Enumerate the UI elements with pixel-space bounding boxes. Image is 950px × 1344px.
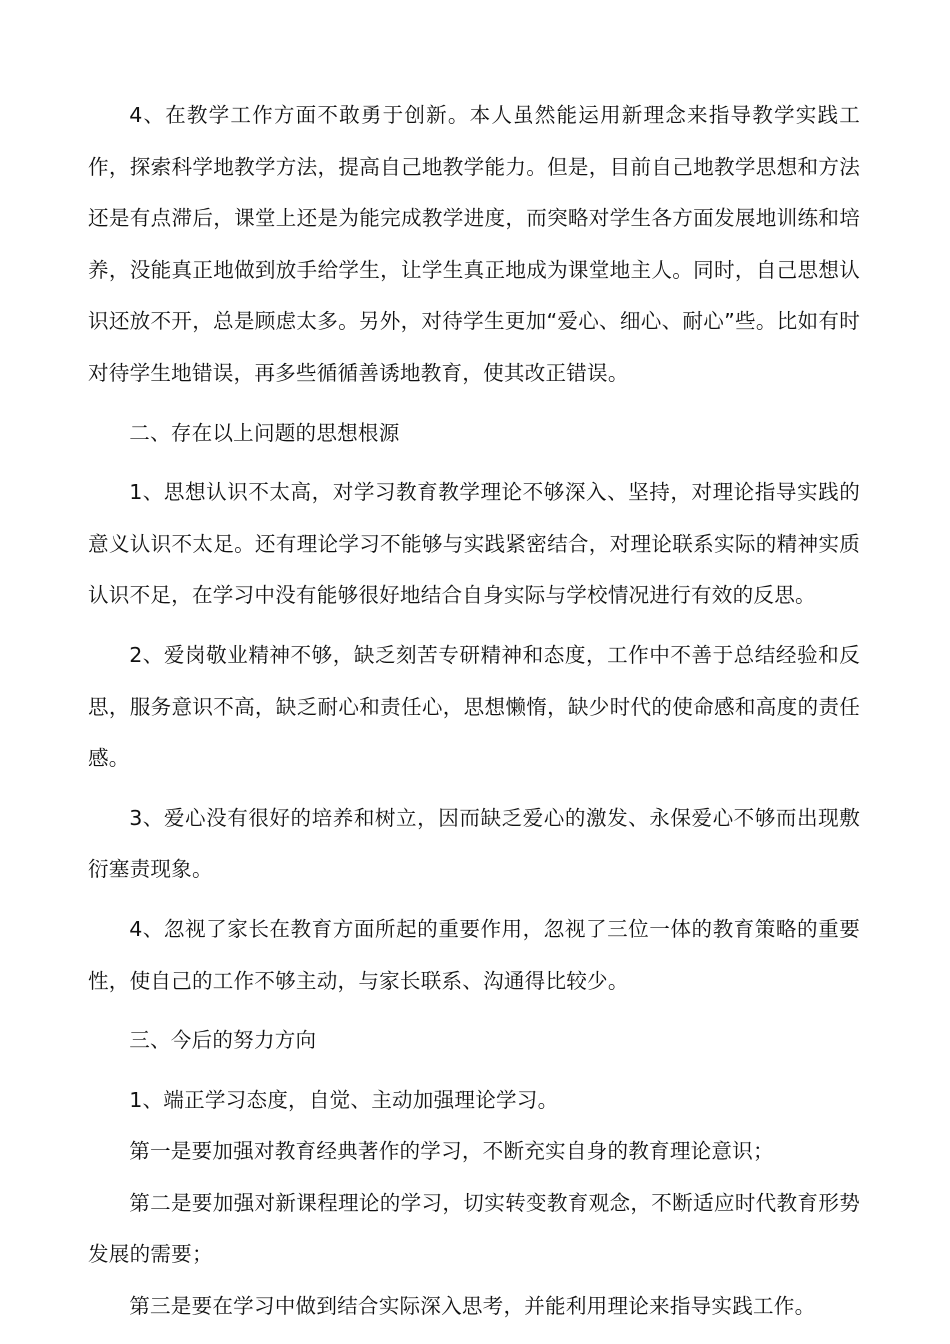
paragraph-cause-2: 2、爱岗敬业精神不够，缺乏刻苦专研精神和态度，工作中不善于总结经验和反思，服务意识不高，缺乏耐心和责任心，思想懒惰，缺少时代的使命感和高度的责任感。 [88, 642, 860, 771]
paragraph-cause-4: 4、忽视了家长在教育方面所起的重要作用，忽视了三位一体的教育策略的重要性，使自己的工作不够主动，与家长联系、沟通得比较少。 [88, 916, 860, 993]
paragraph-cause-1: 1、思想认识不太高，对学习教育教学理论不够深入、坚持，对理论指导实践的意义认识不太足。还有理论学习不能够与实践紧密结合，对理论联系实际的精神实质认识不足，在学习中没有能够很好地结合自身实际与学校情况进行有效的反思。 [88, 480, 860, 608]
section-heading-future-direction: 三、今后的努力方向 [129, 1028, 317, 1053]
paragraph-third: 第三是要在学习中做到结合实际深入思考，并能利用理论来指导实践工作。 [129, 1294, 816, 1319]
paragraph-innovation: 4、在教学工作方面不敢勇于创新。本人虽然能运用新理念来指导教学实践工作，探索科学地教学方法，提高自己地教学能力。但是，目前自己地教学思想和方法还是有点滞后，课堂上还是为能完成教学进度，而突略对学生各方面发展地训练和培养，没能真正地做到放手给学生，让学生真正地成为课堂地主人。同时，自己思想认识还放不开，总是顾虑太多。另外，对待学生更加“爱心、细心、耐心”些。比如有时对待学生地错误，再多些循循善诱地教育，使其改正错误。 [88, 103, 860, 385]
paragraph-cause-3: 3、爱心没有很好的培养和树立，因而缺乏爱心的激发、永保爱心不够而出现敷衍塞责现象。 [88, 805, 860, 882]
document-body [88, 90, 860, 1333]
paragraph-second: 第二是要加强对新课程理论的学习，切实转变教育观念，不断适应时代教育形势发展的需要； [88, 1190, 860, 1267]
paragraph-direction-1: 1、端正学习态度，自觉、主动加强理论学习。 [129, 1087, 559, 1112]
section-heading-root-causes: 二、存在以上问题的思想根源 [129, 420, 400, 445]
paragraph-first: 第一是要加强对教育经典著作的学习，不断充实自身的教育理论意识； [129, 1139, 774, 1164]
